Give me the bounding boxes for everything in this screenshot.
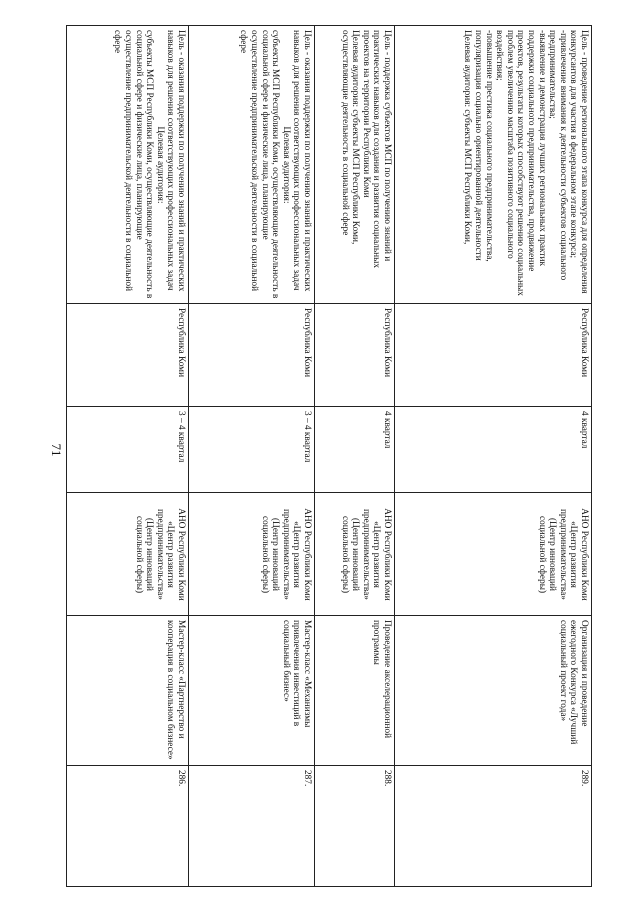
num-text: 289. xyxy=(579,770,589,787)
row-number-cell xyxy=(188,766,314,886)
organizer-text: АНО Республики Коми «Центр развития предпринимательства» (Центр инноваций социальной сферы) xyxy=(259,508,312,601)
organizer-cell xyxy=(394,493,591,616)
organizer-text: АНО Республики Коми «Центр развития предпринимательства» (Центр инноваций социальной сферы) xyxy=(339,508,392,601)
goal-line: Целевая аудитория: xyxy=(154,126,165,204)
goal-line: Целевая аудитория: xyxy=(280,126,291,204)
period-text: 3 – 4 квартал xyxy=(176,411,186,463)
num-text: 288. xyxy=(382,770,392,787)
period-text: 3 – 4 квартал xyxy=(302,411,312,463)
events-table xyxy=(66,25,592,887)
goal-line: Целевая аудитория: субъекты МСП Республики Коми, xyxy=(462,30,473,245)
goal-line: Целевая аудитория: субъекты МСП Республики Коми, осуществляющие деятельность в социальной сфере xyxy=(339,30,361,245)
organizer-text: АНО Республики Коми «Центр развития предпринимательства» (Центр инноваций социальной сферы) xyxy=(133,508,186,601)
goal-line: Цель - проведение регионального этапа конкурса для определения конкурсантов для участия в федеральном этапе конкурса; xyxy=(568,30,589,294)
organizer-text: АНО Республики Коми «Центр развития предпринимательства» (Центр инноваций социальной сферы) xyxy=(536,508,589,601)
table-row xyxy=(188,26,315,886)
period-text: 4 квартал xyxy=(579,411,589,449)
num-text: 287. xyxy=(302,770,312,787)
goal-cell xyxy=(67,26,188,304)
event-text: Мастер-класс «Партнерство и кооперация в социальном бизнесе» xyxy=(165,620,186,760)
event-text: Проведение акселерационной программы xyxy=(371,620,392,739)
period-text: 4 квартал xyxy=(382,411,392,449)
place-text: Республика Коми xyxy=(579,308,589,378)
place-text: Республика Коми xyxy=(302,308,312,378)
goal-cell xyxy=(314,26,394,304)
table-row xyxy=(394,26,591,886)
place-cell xyxy=(314,304,394,407)
event-cell xyxy=(67,616,188,766)
period-cell xyxy=(188,407,314,493)
row-number-cell xyxy=(314,766,394,886)
num-text: 286. xyxy=(176,770,186,787)
goal-line: -выявление и демонстрация лучших региональных практик поддержки социального предпринимательства, продвижение проектов, результаты которых способствуют решению социальных проблем увеличению масштаба позитивного социального воздействия; xyxy=(494,30,547,296)
place-cell xyxy=(188,304,314,407)
goal-cell xyxy=(394,26,591,304)
table-row xyxy=(314,26,395,886)
goal-cell xyxy=(188,26,314,304)
goal-line: субъекты МСП Республики Коми, осуществляющие деятельность в социальной сфере и физические лица, планирующие осуществление предпринимательской деятельности в социальной сфере xyxy=(112,30,155,299)
organizer-cell xyxy=(314,493,394,616)
event-text: Организация и проведение ежегодного Конкурса «Лучший социальный проект года» xyxy=(557,620,589,745)
goal-line: субъекты МСП Республики Коми, осуществляющие деятельность в социальной сфере и физические лица, планирующие осуществление предпринимательской деятельности в социальной сфере xyxy=(238,30,281,299)
organizer-cell xyxy=(67,493,188,616)
period-cell xyxy=(67,407,188,493)
page-number: 71 xyxy=(49,443,64,457)
organizer-cell xyxy=(188,493,314,616)
place-text: Республика Коми xyxy=(176,308,186,378)
goal-line: -повышение престижа социального предпринимательства, популяризация социально ориентированной деятельности xyxy=(473,30,494,262)
row-number-cell xyxy=(394,766,591,886)
goal-line: Цель - поддержка субъектов МСП по получению знаний и практических навыков для создания и развития социальных проектов на территории Республики Коми xyxy=(360,30,392,269)
goal-line: Цель - оказания поддержки по получению знаний и практических навыков для решения соответствующих профессиональных задач xyxy=(165,30,186,292)
row-number-cell xyxy=(67,766,188,886)
event-cell xyxy=(188,616,314,766)
period-cell xyxy=(394,407,591,493)
place-cell xyxy=(394,304,591,407)
goal-line: -привлечение внимания к деятельности субъектов социального предпринимательства; xyxy=(547,30,568,281)
period-cell xyxy=(314,407,394,493)
goal-line: Цель - оказания поддержки по получению знаний и практических навыков для решения соответствующих профессиональных задач xyxy=(291,30,312,292)
event-cell xyxy=(314,616,394,766)
table-row xyxy=(67,26,189,886)
event-cell xyxy=(394,616,591,766)
place-text: Республика Коми xyxy=(382,308,392,378)
place-cell xyxy=(67,304,188,407)
event-text: Мастер-класс «Механизмы привлечения инвестиций в социальный бизнес» xyxy=(280,620,312,728)
